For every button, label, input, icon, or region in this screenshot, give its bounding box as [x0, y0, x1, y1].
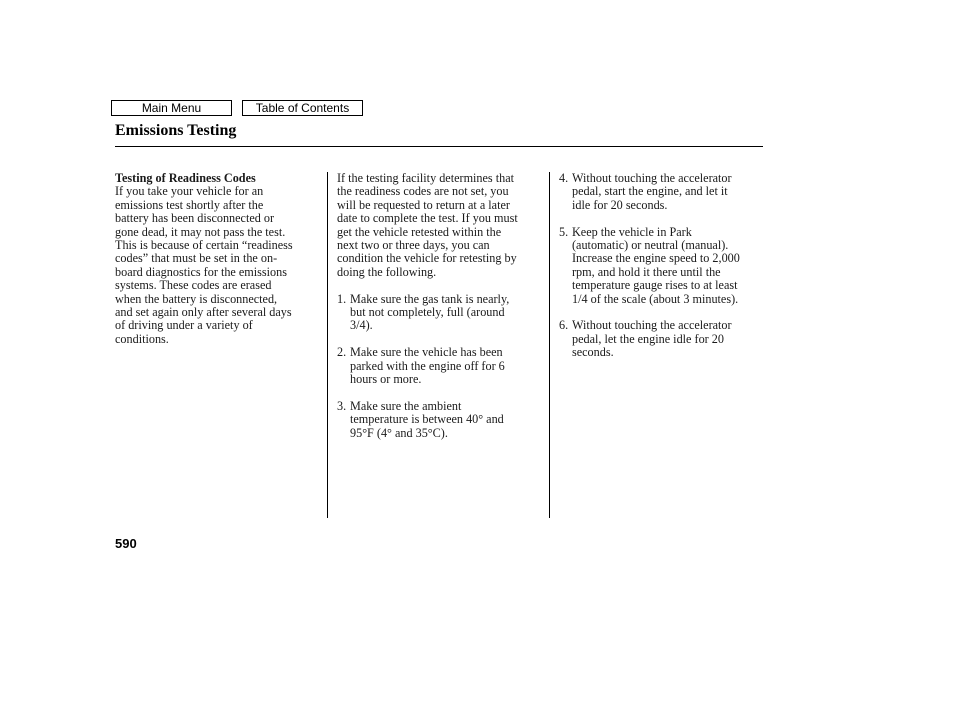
text-line: Without touching the accelerator — [572, 171, 732, 185]
retest-intro — [337, 172, 543, 279]
text-line: If you take your vehicle for an — [115, 184, 264, 199]
text-line: temperature is between 40° and — [350, 412, 504, 427]
text-line: Make sure the ambient — [350, 398, 462, 413]
step-text — [572, 319, 765, 359]
page-number: 590 — [115, 536, 137, 551]
text-line: the readiness codes are not set, you — [337, 184, 509, 199]
column-divider-2 — [549, 172, 550, 518]
text-line: hours or more. — [350, 372, 422, 387]
step-text — [350, 400, 543, 440]
step-number: 4. — [559, 171, 569, 185]
text-line: but not completely, full (around — [350, 305, 505, 320]
step-number: 3. — [337, 398, 347, 413]
column-retest-steps — [337, 172, 543, 453]
text-line: seconds. — [572, 345, 614, 360]
text-line: codes” that must be set in the on- — [115, 251, 278, 266]
text-line: pedal, let the engine idle for 20 — [572, 331, 724, 346]
page-title: Emissions Testing — [115, 122, 237, 139]
text-line: rpm, and hold it there until the — [572, 264, 721, 279]
text-line: (automatic) or neutral (manual). — [572, 238, 729, 253]
step-number: 6. — [559, 318, 569, 333]
step-2 — [337, 346, 543, 386]
table-of-contents-button[interactable]: Table of Contents — [242, 100, 363, 116]
text-line: 1/4 of the scale (about 3 minutes). — [572, 291, 739, 306]
column-readiness-codes — [115, 172, 321, 360]
text-line: temperature gauge rises to at least — [572, 278, 738, 293]
text-line: get the vehicle retested within the — [337, 224, 502, 239]
text-line: Make sure the gas tank is nearly, — [350, 291, 510, 306]
text-line: Make sure the vehicle has been — [350, 345, 503, 360]
text-line: 3/4). — [350, 318, 373, 333]
readiness-codes-section — [115, 172, 321, 346]
text-line: date to complete the test. If you must — [337, 211, 518, 226]
text-line: Increase the engine speed to 2,000 — [572, 251, 740, 266]
text-line: This is because of certain “readiness — [115, 238, 293, 253]
column-divider-1 — [327, 172, 328, 518]
text-line: and set again only after several days — [115, 305, 292, 320]
text-line: condition the vehicle for retesting by — [337, 251, 517, 266]
text-line: gone dead, it may not pass the test. — [115, 224, 286, 239]
text-line: 95°F (4° and 35°C). — [350, 425, 448, 440]
text-line: idle for 20 seconds. — [572, 197, 668, 212]
text-line: Keep the vehicle in Park — [572, 224, 692, 239]
main-menu-button[interactable]: Main Menu — [111, 100, 232, 116]
step-4 — [559, 172, 765, 212]
step-5 — [559, 226, 765, 306]
step-number: 1. — [337, 291, 347, 306]
text-line: parked with the engine off for 6 — [350, 358, 505, 373]
step-number: 5. — [559, 224, 569, 239]
text-line: Without touching the accelerator — [572, 318, 732, 333]
text-line: emissions test shortly after the — [115, 197, 264, 212]
text-line: If the testing facility determines that — [337, 171, 514, 185]
title-divider — [115, 146, 763, 147]
step-6 — [559, 319, 765, 359]
text-line: next two or three days, you can — [337, 238, 490, 253]
text-line: when the battery is disconnected, — [115, 291, 278, 306]
step-text — [350, 293, 543, 333]
column-engine-steps — [559, 172, 765, 373]
step-text — [572, 226, 765, 306]
text-line: conditions. — [115, 331, 169, 346]
section-heading: Testing of Readiness Codes — [115, 171, 256, 185]
text-line: pedal, start the engine, and let it — [572, 184, 728, 199]
step-text — [572, 172, 765, 212]
text-line: will be requested to return at a later — [337, 197, 510, 212]
step-number: 2. — [337, 345, 347, 360]
text-line: systems. These codes are erased — [115, 278, 272, 293]
text-line: battery has been disconnected or — [115, 211, 275, 226]
text-line: of driving under a variety of — [115, 318, 253, 333]
step-3 — [337, 400, 543, 440]
text-line: doing the following. — [337, 264, 437, 279]
text-line: board diagnostics for the emissions — [115, 264, 287, 279]
step-1 — [337, 293, 543, 333]
step-text — [350, 346, 543, 386]
